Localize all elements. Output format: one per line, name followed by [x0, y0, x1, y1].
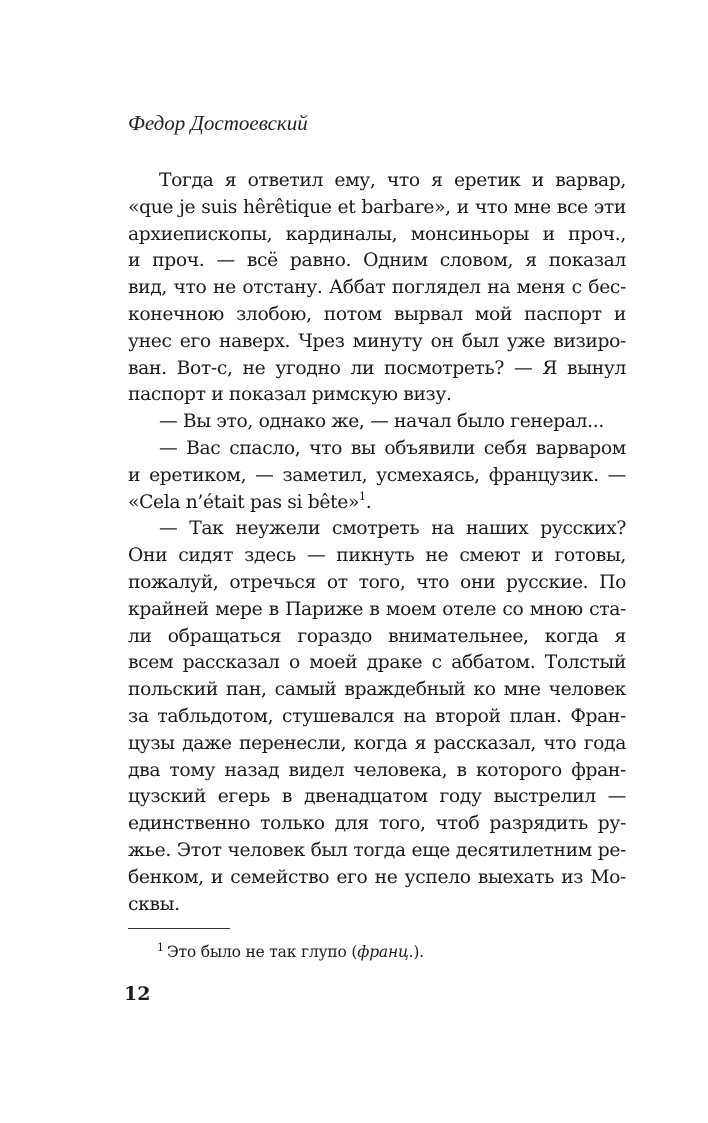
text-line: и еретиком, — заметил, усмехаясь, французик. — — [128, 464, 626, 486]
page-number: 12 — [124, 983, 151, 1005]
text-line: два тому назад видел человека, в которого фран- — [128, 759, 626, 781]
text-line-content: «Cela n’était pas si bête» — [128, 491, 360, 513]
text-line: ван. Вот-с, не угодно ли посмотреть? — Я вынул — [128, 357, 626, 379]
text-line: «que je suis hêrêtique et barbare», и что мне все эти — [128, 196, 626, 218]
text-line: цузский егерь в двенадцатом году выстрелил — — [128, 786, 626, 808]
footnote-number: 1 — [157, 941, 164, 954]
text-line: и проч. — всё равно. Одним словом, я показал — [128, 250, 626, 272]
footnote — [157, 941, 424, 961]
text-line: архиепископы, кардиналы, монсиньоры и проч., — [128, 223, 626, 245]
text-line: крайней мере в Париже в моем отеле со мною ста- — [128, 598, 626, 620]
text-line: единственно только для того, чтоб разрядить ру- — [128, 813, 626, 835]
text-line: — Вы это, однако же, — начал было генерал... — [159, 411, 604, 433]
text-line: пожалуй, отречься от того, что они русские. По — [128, 571, 626, 593]
text-line: всем рассказал о моей драке с аббатом. Толстый — [128, 652, 626, 674]
text-line: вид, что не отстану. Аббат поглядел на меня с бес- — [128, 277, 626, 299]
text-line: ли обращаться гораздо внимательнее, когда я — [128, 625, 626, 647]
footnote-italic-text: франц. — [357, 943, 414, 961]
text-line: Тогда я ответил ему, что я еретик и варвар, — [159, 170, 626, 191]
footnote-text-end: ). — [413, 943, 424, 961]
text-line: жье. Этот человек был тогда еще десятилетним ре- — [128, 839, 626, 861]
footnote-divider — [128, 928, 230, 929]
body-text — [128, 168, 626, 918]
text-line: паспорт и показал римскую визу. — [128, 384, 452, 406]
text-line: польский пан, самый враждебный ко мне человек — [128, 679, 626, 701]
text-line-with-footnote: «Cela n’était pas si bête»$^1$. — [128, 489, 372, 513]
footnote-reference: 1 — [359, 489, 366, 503]
running-head: Федор Достоевский — [128, 111, 308, 135]
text-line: сквы. — [128, 893, 180, 915]
text-line: бенком, и семейство его не успело выехать из Мо- — [128, 866, 626, 888]
text-line: цузы даже перенесли, когда я рассказал, что года — [128, 732, 626, 754]
text-line: — Так неужели смотреть на наших русских? — [159, 518, 626, 540]
footnote-text: Это было не так глупо ( — [166, 943, 358, 961]
text-line: Они сидят здесь — пикнуть не смеют и готовы, — [128, 545, 626, 567]
text-line: конечною злобою, потом вырвал мой паспорт и — [128, 303, 626, 325]
text-line: унес его наверх. Чрез минуту он был уже визиро- — [128, 330, 626, 352]
text-line: за табльдотом, стушевался на второй план. Фран- — [128, 705, 626, 727]
text-line: — Вас спасло, что вы объявили себя варваром — [159, 437, 626, 459]
